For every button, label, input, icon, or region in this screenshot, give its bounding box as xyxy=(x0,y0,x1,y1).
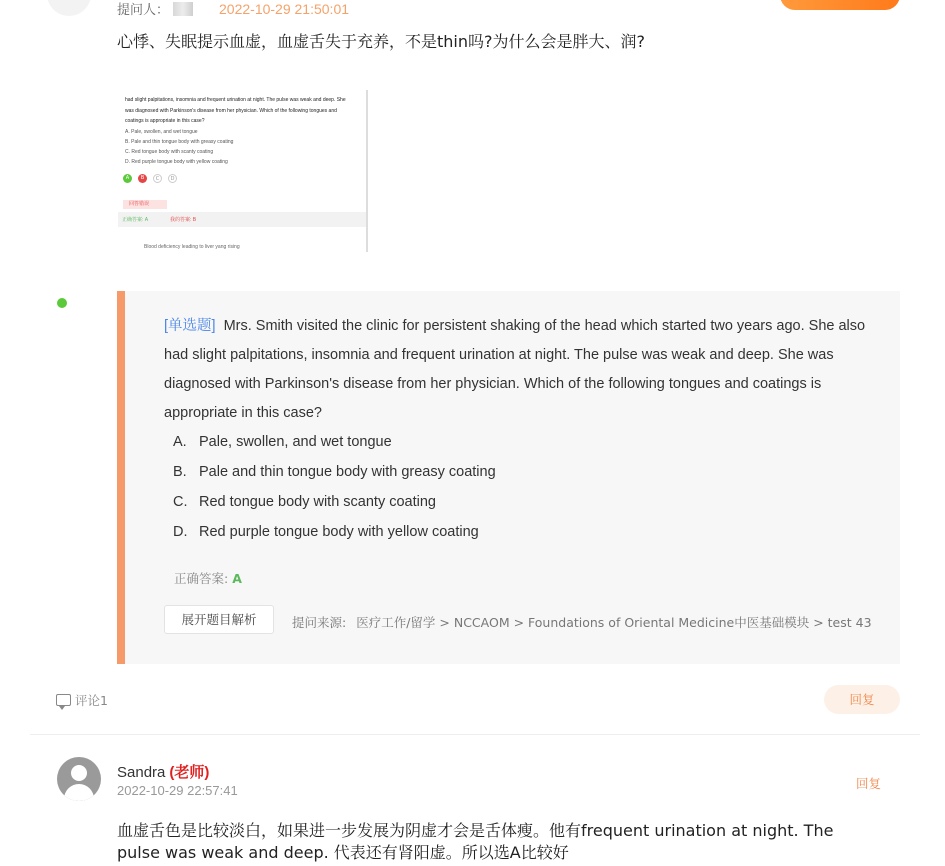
question-type-tag: [单选题] xyxy=(164,318,216,334)
question-time: 2022-10-29 21:50:01 xyxy=(219,0,350,17)
divider xyxy=(30,734,920,735)
avatar-body xyxy=(64,784,94,801)
option-letter: C. xyxy=(173,494,188,510)
comment-count-button[interactable] xyxy=(56,691,108,709)
avatar-head xyxy=(71,765,87,781)
correct-answer-value: A xyxy=(232,571,242,586)
replier-role: (老师) xyxy=(169,764,210,781)
option-b xyxy=(173,464,496,480)
comment-count-label: 评论1 xyxy=(75,693,108,708)
option-a xyxy=(173,434,392,450)
correct-answer xyxy=(174,569,242,587)
thumb-choice-b-icon: B xyxy=(138,174,147,183)
replier-name xyxy=(117,761,209,782)
source-path[interactable]: 医疗工作/留学 > NCCAOM > Foundations of Oriental Medicine中医基础模块 > test 43 xyxy=(356,615,872,630)
thumb-choice-d-icon: D xyxy=(168,174,177,183)
reply-body: 血虚舌色是比较淡白，如果进一步发展为阴虚才会是舌体瘦。他有frequent urination at night. The pulse was weak and deep. 代表还有肾阳虚。所以选A比较好 xyxy=(117,821,834,862)
option-c xyxy=(173,494,436,510)
comment-icon xyxy=(56,694,71,706)
thumb-choice-c-icon: C xyxy=(153,174,162,183)
thumb-line: had slight palpitations, insomnia and frequent urination at night. The pulse was weak and deep. She xyxy=(125,97,346,103)
asker-avatar[interactable] xyxy=(47,0,91,16)
source-label: 提问来源: xyxy=(292,615,347,630)
asker-name-blurred xyxy=(173,2,193,16)
asker-label: 提问人： xyxy=(117,3,170,18)
question-text: 心悸、失眠提示血虚，血虚舌失于充养，不是thin吗?为什么会是胖大、润? xyxy=(117,32,645,51)
thumb-analysis: Blood deficiency leading to liver yang rising xyxy=(144,244,240,250)
option-text: Pale and thin tongue body with greasy coating xyxy=(199,464,496,480)
option-d xyxy=(173,524,479,540)
reply-link[interactable]: 回复 xyxy=(856,776,882,791)
expand-analysis-button[interactable]: 展开题目解析 xyxy=(164,605,274,634)
thumb-line: was diagnosed with Parkinson's disease from her physician. Which of the following tongues and xyxy=(125,108,337,114)
question-stem xyxy=(164,312,884,428)
thumb-line: coatings is appropriate in this case? xyxy=(125,118,205,124)
option-text: Pale, swollen, and wet tongue xyxy=(199,434,392,450)
thumb-yours: 我的答案: B xyxy=(170,217,197,223)
question-card xyxy=(117,291,900,664)
top-action-button[interactable] xyxy=(780,0,900,10)
option-letter: D. xyxy=(173,524,188,540)
thumb-result-bar xyxy=(118,212,368,227)
reply-button[interactable]: 回复 xyxy=(824,685,900,714)
status-dot xyxy=(57,298,67,308)
thumb-option: C. Red tongue body with scanty coating xyxy=(125,149,214,155)
thumb-choice-a-icon: A xyxy=(123,174,132,183)
option-letter: B. xyxy=(173,464,187,480)
thumb-option: D. Red purple tongue body with yellow coating xyxy=(125,159,228,165)
question-screenshot-thumbnail[interactable] xyxy=(118,90,368,252)
question-meta xyxy=(117,0,349,17)
option-text: Red purple tongue body with yellow coating xyxy=(199,524,479,540)
correct-answer-label: 正确答案: xyxy=(174,571,229,586)
avatar[interactable] xyxy=(57,757,101,801)
thumb-option: A. Pale, swollen, and wet tongue xyxy=(125,129,198,135)
reply-time: 2022-10-29 22:57:41 xyxy=(117,783,238,798)
option-letter: A. xyxy=(173,434,187,450)
question-source xyxy=(292,613,872,631)
thumb-correct: 正确答案: A xyxy=(122,217,149,223)
option-text: Red tongue body with scanty coating xyxy=(199,494,436,510)
thumb-option: B. Pale and thin tongue body with greasy coating xyxy=(125,139,234,145)
replier-name-text: Sandra xyxy=(117,764,166,781)
question-stem-text: Mrs. Smith visited the clinic for persistent shaking of the head which started two years ago. She also had slight palpitations, insomnia and frequent urination at night. The pulse was weak and deep. She was diagnosed with Parkinson's disease from her physician. Which of the following tongues and coatings is appropriate in this case? xyxy=(164,318,866,421)
thumb-wrong-tag: 回答错误 xyxy=(123,200,167,209)
